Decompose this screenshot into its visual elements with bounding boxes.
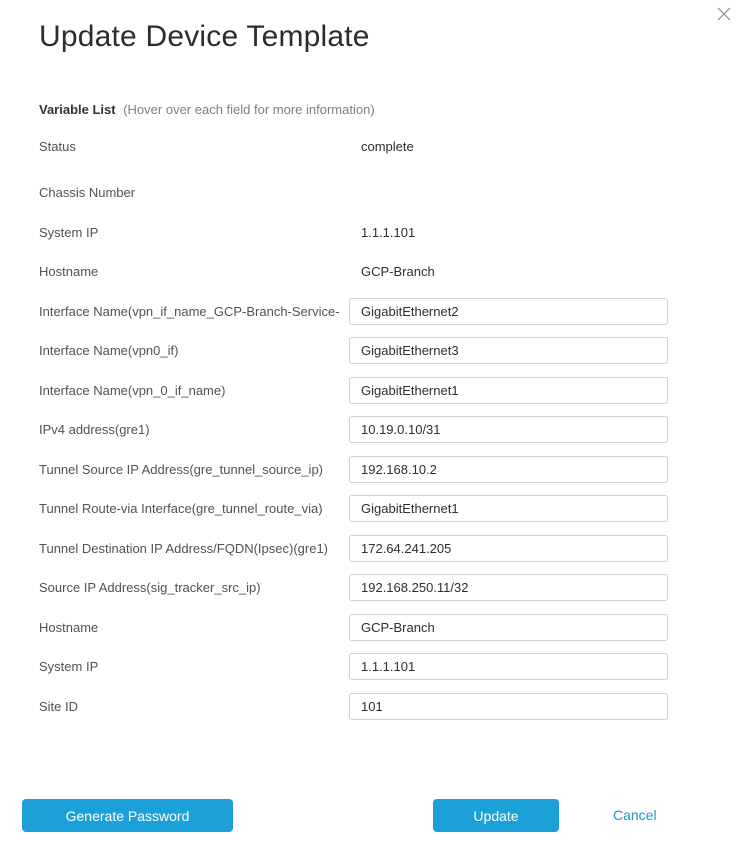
ipv4-address-gre1-input[interactable] [349, 416, 668, 443]
field-label: System IP [39, 659, 99, 674]
form-row-system-ip-static [39, 219, 719, 246]
close-icon[interactable] [715, 5, 733, 23]
form-row-interface-name-vpn0-if [39, 337, 719, 364]
sig-tracker-source-ip-input[interactable] [349, 574, 668, 601]
tunnel-source-ip-input[interactable] [349, 456, 668, 483]
form-row-interface-name-vpn-0-if-name [39, 377, 719, 404]
form-row-sig-tracker-source-ip [39, 574, 719, 601]
field-label: Chassis Number [39, 185, 136, 200]
form-row-hostname [39, 614, 719, 641]
form-row-chassis-number [39, 179, 719, 206]
field-label: Hostname [39, 619, 99, 635]
form-row-ipv4-address-gre1 [39, 416, 719, 443]
field-label: Site ID [39, 698, 79, 714]
site-id-input[interactable] [349, 693, 668, 720]
generate-password-button[interactable]: Generate Password [22, 799, 233, 832]
field-label: Interface Name(vpn_0_if_name) [39, 382, 226, 398]
form-row-tunnel-source-ip [39, 456, 719, 483]
dialog-title: Update Device Template [39, 20, 370, 53]
field-label: Status [39, 139, 76, 154]
form-row-tunnel-route-via [39, 495, 719, 522]
field-label: Tunnel Destination IP Address/FQDN(Ipsec)(gre1) [39, 540, 329, 556]
hostname-input[interactable] [349, 614, 668, 641]
interface-name-service-vpn-input[interactable] [349, 298, 668, 325]
field-label: System IP [39, 224, 99, 240]
field-value: complete [361, 139, 414, 154]
update-button[interactable]: Update [433, 799, 559, 832]
variable-list-form [39, 133, 719, 732]
tunnel-route-via-input[interactable] [349, 495, 668, 522]
variable-list-label: Variable List [39, 102, 116, 117]
form-row-hostname-static [39, 258, 719, 285]
interface-name-vpn-0-if-name-input[interactable] [349, 377, 668, 404]
cancel-link[interactable]: Cancel [613, 807, 657, 823]
tunnel-destination-ip-input[interactable] [349, 535, 668, 562]
form-row-status [39, 133, 719, 160]
form-row-interface-name-service-vpn [39, 298, 719, 325]
field-label: IPv4 address(gre1) [39, 422, 150, 437]
field-label: Source IP Address(sig_tracker_src_ip) [39, 580, 261, 595]
form-row-tunnel-destination-ip [39, 535, 719, 562]
field-label: Tunnel Route-via Interface(gre_tunnel_route_via) [39, 501, 323, 516]
system-ip-input[interactable] [349, 653, 668, 680]
field-label: Hostname [39, 264, 99, 279]
form-row-site-id [39, 693, 719, 720]
field-label: Tunnel Source IP Address(gre_tunnel_source_ip) [39, 461, 324, 477]
form-row-system-ip [39, 653, 719, 680]
field-value: GCP-Branch [361, 264, 435, 279]
field-label: Interface Name(vpn_if_name_GCP-Branch-Service- [39, 303, 340, 319]
field-value: 1.1.1.101 [361, 224, 416, 240]
interface-name-vpn0-if-input[interactable] [349, 337, 668, 364]
field-label: Interface Name(vpn0_if) [39, 343, 179, 358]
variable-list-hint: (Hover over each field for more information) [123, 102, 375, 117]
variable-list-heading [39, 102, 375, 117]
